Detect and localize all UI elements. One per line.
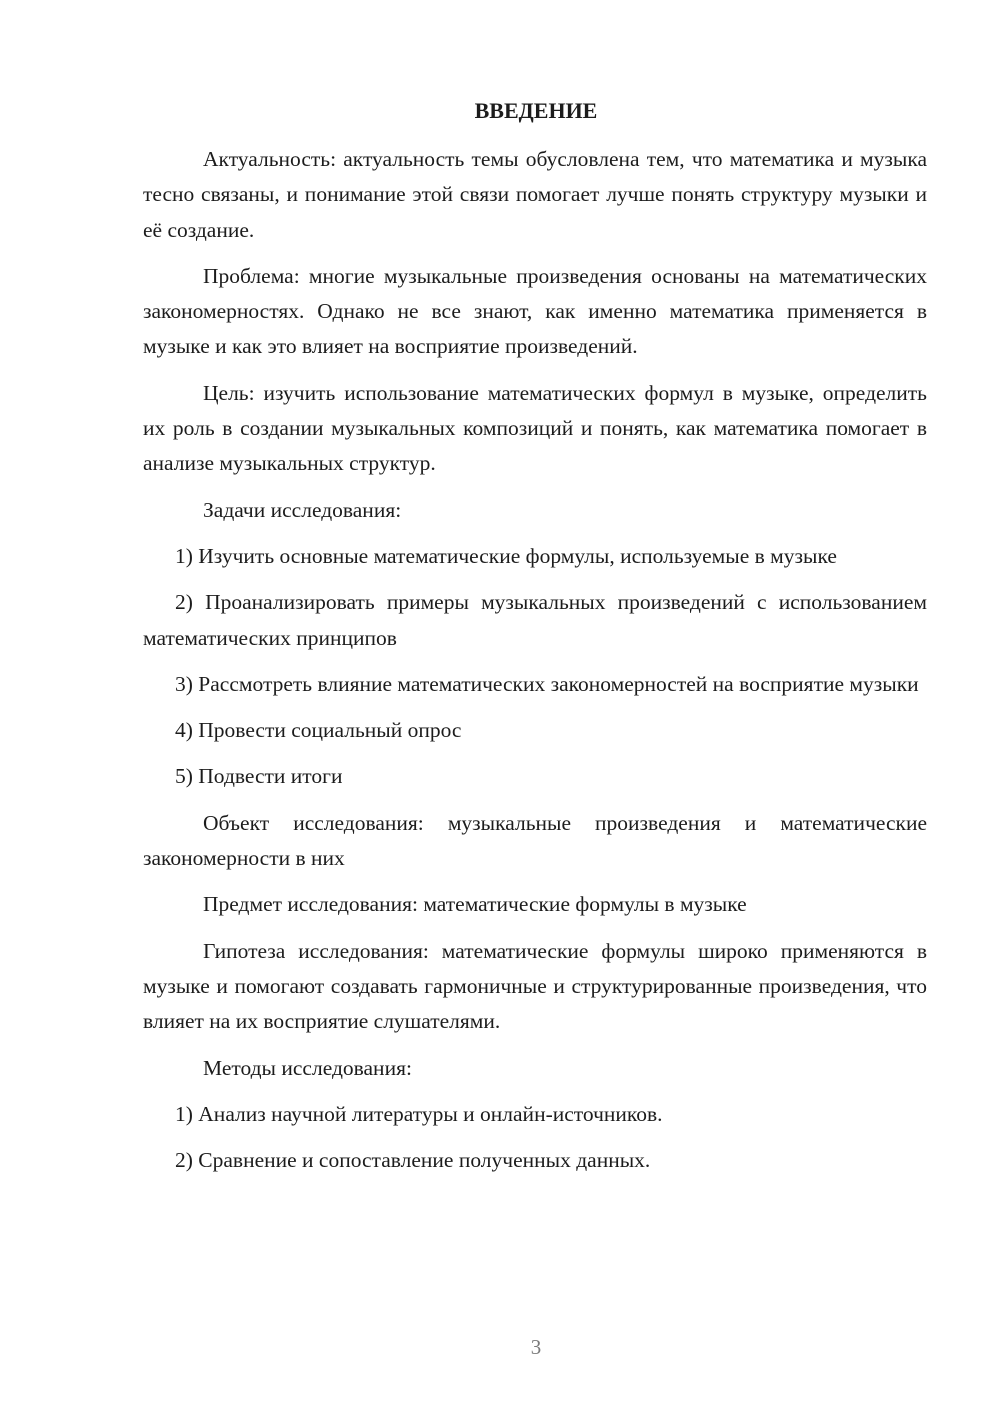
paragraph-hypothesis: Гипотеза исследования: математические формулы широко применяются в музыке и помогают создавать гармоничные и структурированные произведения, что влияет на их восприятие слушателями. (143, 938, 927, 1034)
paragraph-methods-heading: Методы исследования: (203, 1055, 412, 1080)
list-item-task-4: 4) Провести социальный опрос (175, 718, 462, 743)
paragraph-goal: Цель: изучить использование математических формул в музыке, определить их роль в создании музыкальных композиций и понять, как математика помогает в анализе музыкальных структур. (143, 380, 927, 476)
paragraph-problem: Проблема: многие музыкальные произведения основаны на математических закономерностях. Однако не все знают, как именно математика применяется в музыке и как это влияет на восприятие произведений. (143, 263, 927, 359)
section-title: ВВЕДЕНИЕ (474, 98, 598, 123)
paragraph-tasks-heading: Задачи исследования: (203, 497, 402, 522)
list-item-task-2: 2) Проанализировать примеры музыкальных произведений с использованием математических принципов (143, 590, 927, 650)
list-item-task-1: 1) Изучить основные математические формулы, используемые в музыке (175, 543, 837, 568)
paragraph-relevance: Актуальность: актуальность темы обусловлена тем, что математика и музыка тесно связаны, и понимание этой связи помогает лучше понять структуру музыки и её создание. (143, 147, 927, 242)
list-item-task-5: 5) Подвести итоги (175, 764, 343, 789)
paragraph-object: Объект исследования: музыкальные произведения и математические закономерности в них (143, 810, 927, 871)
paragraph-subject: Предмет исследования: математические формулы в музыке (203, 892, 747, 917)
list-item-method-1: 1) Анализ научной литературы и онлайн-источников. (175, 1101, 663, 1126)
body-text (143, 142, 927, 1189)
list-item-method-2: 2) Сравнение и сопоставление полученных данных. (175, 1148, 651, 1173)
list-item-task-3: 3) Рассмотреть влияние математических закономерностей на восприятие музыки (175, 671, 919, 696)
page-number: 3 (530, 1335, 542, 1359)
